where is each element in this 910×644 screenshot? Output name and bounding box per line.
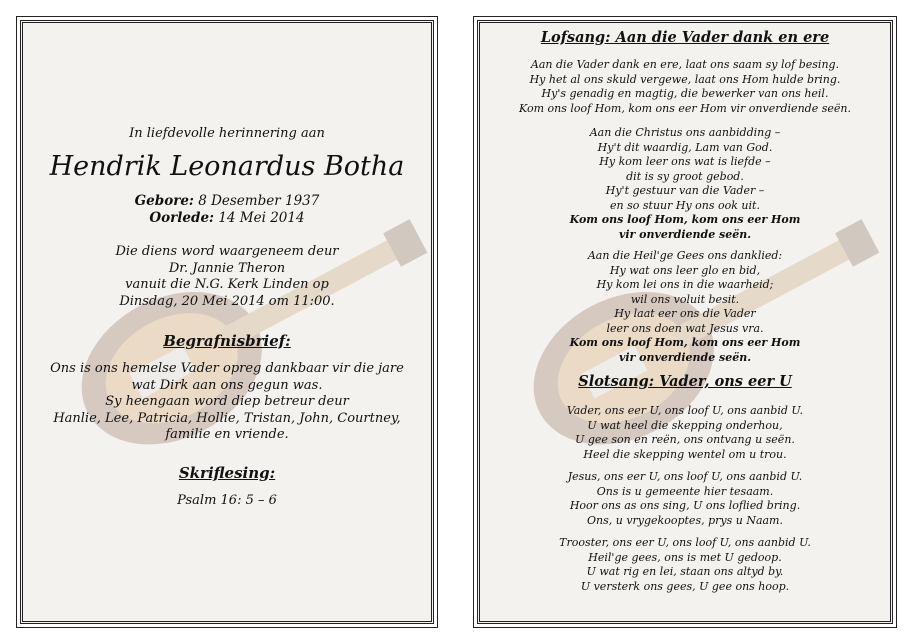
died-line [23,210,431,227]
verse-line: Hy kom lei ons in die waarheid; [596,278,774,291]
verse-line: Hy's genadig en magtig, die bewerker van ons heil. [541,87,829,100]
burial-line: Hanlie, Lee, Patricia, Hollie, Tristan, John, Courtney, [53,410,401,426]
verse-line: Kom ons loof Hom, kom ons eer Hom vir onverdiende seën. [519,101,851,115]
left-page [20,20,434,624]
hymn1-title: Lofsang: Aan die Vader dank en ere [540,29,830,46]
burial-line: Ons is ons hemelse Vader opreg dankbaar vir die jare [50,361,404,376]
verse-line: Heel die skepping wentel om u trou. [583,447,787,461]
verse-line-bold: Kom ons loof Hom, kom ons eer Hom [569,336,801,349]
hymn2-verse3 [480,536,890,594]
burial-line: Sy heengaan word diep betreur deur [105,394,349,409]
service-line: vanuit die N.G. Kerk Linden op [125,277,329,292]
burial-heading: Begrafnisbrief: [163,332,291,350]
dates-block [23,193,431,227]
hymn2-verse1 [480,404,890,462]
verse-line: Vader, ons eer U, ons loof U, ons aanbid U. [566,404,804,417]
verse-line: Hy het al ons skuld vergewe, laat ons Hom hulde bring. [529,72,841,86]
burial-line: wat Dirk aan ons gegun was. [131,377,323,393]
verse-line: U versterk ons gees, U gee ons hoop. [580,579,790,593]
hymn2-title: Slotsang: Vader, ons eer U [578,373,792,390]
verse-line: Ons, u vrygekooptes, prys u Naam. [587,513,783,527]
service-line: Dr. Jannie Theron [168,260,286,276]
verse-line: U wat heel die skepping onderhou, [587,418,783,432]
verse-line: Hy't gestuur van die Vader – [605,184,765,197]
service-line: Die diens word waargeneem deur [115,244,339,259]
service-details [23,244,431,310]
deceased-name: Hendrik Leonardus Botha [49,151,405,182]
verse-line: en so stuur Hy ons ook uit. [610,198,760,212]
verse-line-bold: Kom ons loof Hom, kom ons eer Hom [569,213,801,226]
scripture-reference: Psalm 16: 5 – 6 [177,493,277,508]
verse-line: Hoor ons as ons sing, U ons loflied bring. [569,499,801,512]
born-line [23,193,431,210]
verse-line: leer ons doen wat Jesus vra. [606,321,764,335]
verse-line: Hy kom leer ons wat is liefde – [599,155,771,168]
died-value: 14 Mei 2014 [218,210,305,226]
verse-line: Trooster, ons eer U, ons loof U, ons aanbid U. [559,536,811,549]
verse-line: Hy wat ons leer glo en bid, [609,263,761,277]
verse-line: dit is sy groot gebod. [626,169,744,183]
verse-line-bold: vir onverdiende seën. [618,350,752,364]
hymn1-verse2 [480,126,890,242]
right-content [480,23,890,621]
verse-line: Jesus, ons eer U, ons loof U, ons aanbid U. [567,470,803,483]
verse-line: U wat rig en lei, staan ons altyd by. [586,565,784,578]
scripture-heading: Skriflesing: [178,464,276,482]
hymn1-verse1 [480,58,890,116]
verse-line: U gee son en reën, ons ontvang u seën. [575,433,795,446]
left-content [23,23,431,621]
verse-line: wil ons voluit besit. [630,292,740,306]
hymn2-verse2 [480,470,890,528]
intro-text: In liefdevolle herinnering aan [129,126,325,141]
verse-line: Heil'ge gees, ons is met U gedoop. [588,550,782,564]
verse-line: Aan die Heil'ge Gees ons danklied: [587,249,783,262]
verse-line: Ons is u gemeente hier tesaam. [596,484,774,498]
verse-line: Hy laat eer ons die Vader [614,307,756,320]
verse-line: Hy't dit waardig, Lam van God. [597,140,773,154]
verse-line-bold: vir onverdiende seën. [618,227,752,241]
hymn1-verse3 [480,249,890,365]
born-label: Gebore: [134,193,194,209]
born-value: 8 Desember 1937 [198,193,320,209]
right-page [477,20,893,624]
verse-line: Aan die Christus ons aanbidding – [589,126,781,139]
died-label: Oorlede: [149,210,215,226]
burial-line: familie en vriende. [165,427,289,442]
burial-letter [23,361,431,444]
verse-line: Aan die Vader dank en ere, laat ons saam sy lof besing. [530,58,840,71]
service-line: Dinsdag, 20 Mei 2014 om 11:00. [119,293,335,309]
